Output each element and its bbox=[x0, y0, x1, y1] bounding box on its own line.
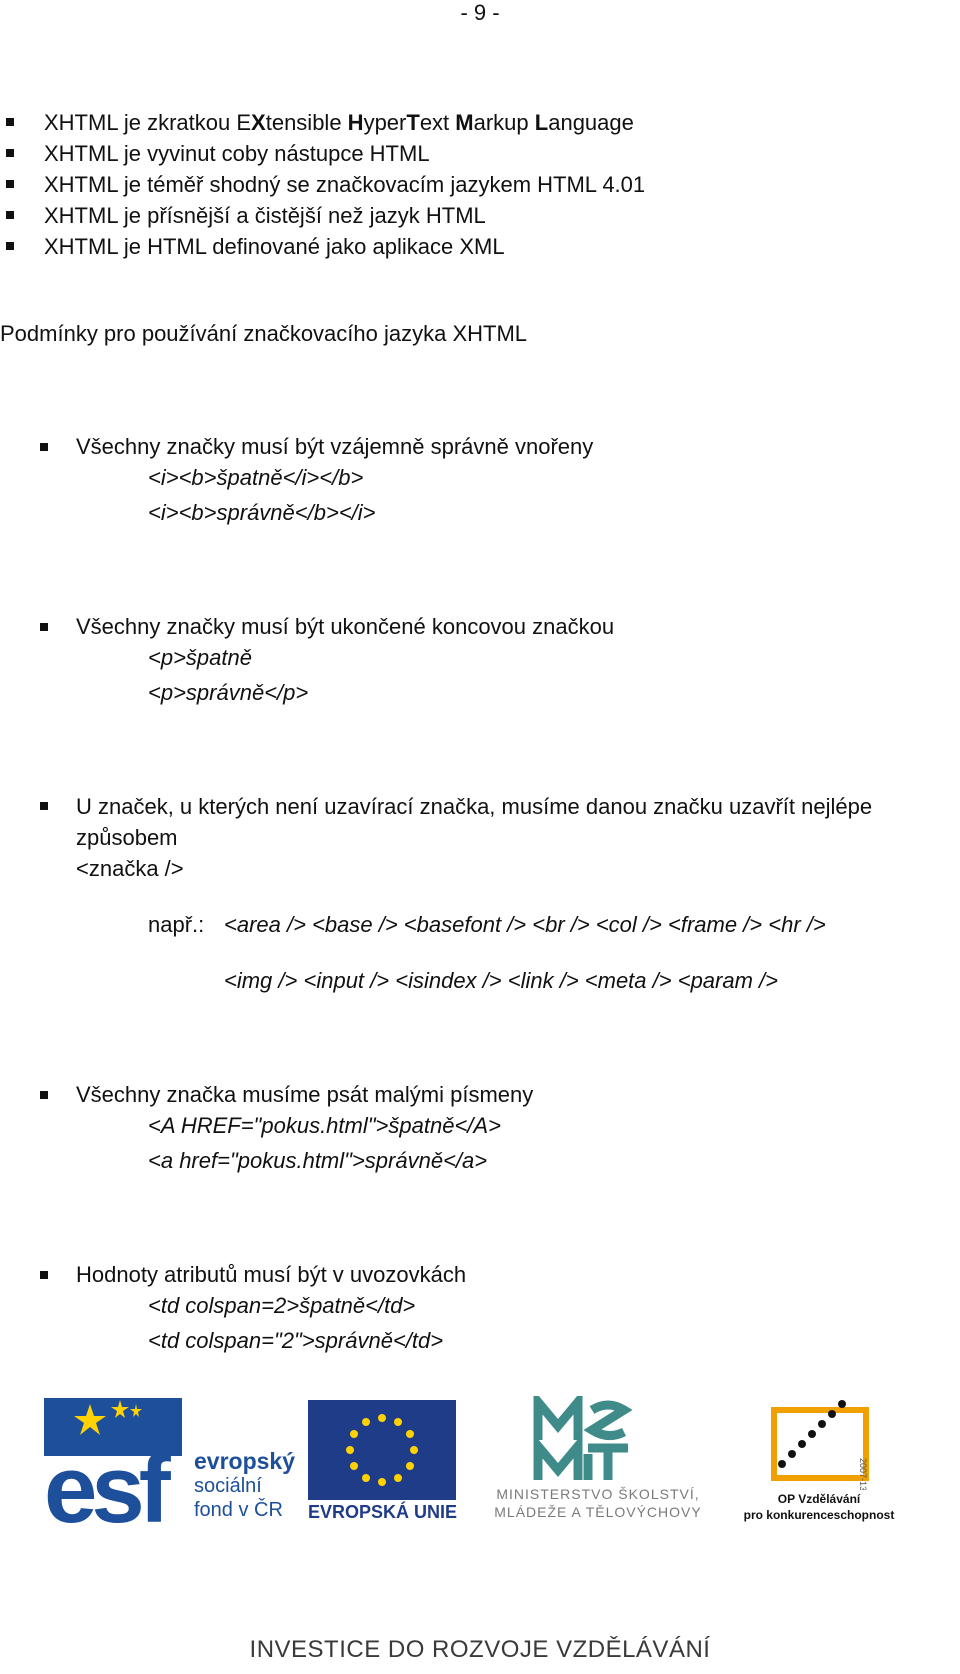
list-item: XHTML je vyvinut coby nástupce HTML bbox=[44, 141, 430, 166]
op-line1: OP Vzdělávání bbox=[777, 1492, 861, 1506]
bullet-icon bbox=[6, 118, 14, 126]
op-years: 2007-13 bbox=[858, 1458, 868, 1490]
op-logo bbox=[734, 1398, 904, 1528]
investice-banner: INVESTICE DO ROZVOJE VZDĚLÁVÁNÍ bbox=[249, 1636, 711, 1663]
bad-example: <i><b>špatně</i></b> bbox=[148, 465, 364, 490]
syntax-example: <značka /> bbox=[76, 856, 184, 881]
text-fragment: arkup bbox=[473, 110, 535, 135]
rule-title: U značek, u kterých není uzavírací značka, musíme danou značku uzavřít nejlépe bbox=[76, 794, 873, 819]
esf-logo bbox=[44, 1398, 314, 1528]
rule-title: Všechny značky musí být ukončené koncovou značkou bbox=[76, 614, 615, 639]
op-mark-icon bbox=[734, 1398, 904, 1490]
good-example: <td colspan="2">správně</td> bbox=[148, 1328, 444, 1353]
good-example: <a href="pokus.html">správně</a> bbox=[148, 1148, 488, 1173]
example-tags: <area /> <base /> <basefont /> <br /> <col /> <frame /> <hr /> bbox=[224, 912, 826, 937]
page-number: - 9 - bbox=[460, 0, 500, 25]
rule-title-continued: způsobem bbox=[76, 825, 178, 850]
bullet-icon bbox=[6, 242, 14, 250]
acronym-letter: X bbox=[251, 110, 266, 135]
bullet-icon bbox=[40, 443, 48, 451]
bullet-icon bbox=[6, 211, 14, 219]
bullet-icon bbox=[40, 1091, 48, 1099]
msmt-line1: MINISTERSTVO ŠKOLSTVÍ, bbox=[496, 1486, 700, 1502]
eu-flag-icon bbox=[308, 1400, 456, 1500]
rule-title: Všechny značka musíme psát malými písmeny bbox=[76, 1082, 534, 1107]
eu-label: EVROPSKÁ UNIE bbox=[308, 1502, 458, 1522]
acronym-letter: L bbox=[534, 110, 549, 135]
acronym-letter: H bbox=[347, 110, 364, 135]
acronym-letter: M bbox=[455, 110, 474, 135]
esf-mark-icon bbox=[44, 1398, 194, 1528]
esf-line2: sociální bbox=[194, 1475, 262, 1497]
esf-line1: evropský bbox=[194, 1448, 296, 1474]
bad-example: <p>špatně bbox=[148, 645, 252, 670]
bullet-icon bbox=[6, 180, 14, 188]
bullet-icon bbox=[6, 149, 14, 157]
example-label: např.: bbox=[148, 912, 205, 937]
esf-line3: fond v ČR bbox=[194, 1499, 283, 1521]
list-item bbox=[44, 110, 634, 136]
bad-example: <A HREF="pokus.html">špatně</A> bbox=[148, 1113, 501, 1138]
msmt-logo bbox=[468, 1396, 728, 1526]
list-item: XHTML je téměř shodný se značkovacím jazykem HTML 4.01 bbox=[44, 172, 646, 197]
bullet-icon bbox=[40, 1271, 48, 1279]
list-item: XHTML je přísnější a čistější než jazyk HTML bbox=[44, 203, 486, 228]
text-fragment: tensible bbox=[265, 110, 348, 135]
msmt-mark-icon bbox=[468, 1396, 728, 1482]
text-fragment: XHTML je zkratkou E bbox=[44, 110, 252, 135]
rule-title: Hodnoty atributů musí být v uvozovkách bbox=[76, 1262, 467, 1287]
bad-example: <td colspan=2>špatně</td> bbox=[148, 1293, 416, 1318]
good-example: <i><b>správně</b></i> bbox=[148, 500, 376, 525]
bullet-icon bbox=[40, 623, 48, 631]
eu-logo bbox=[308, 1400, 460, 1525]
good-example: <p>správně</p> bbox=[148, 680, 309, 705]
op-line2: pro konkurenceschopnost bbox=[743, 1508, 895, 1522]
text-fragment: anguage bbox=[548, 110, 634, 135]
acronym-letter: T bbox=[406, 110, 420, 135]
msmt-line2: MLÁDEŽE A TĚLOVÝCHOVY bbox=[494, 1504, 702, 1520]
svg-text:esf: esf bbox=[44, 1436, 165, 1528]
list-item: XHTML je HTML definované jako aplikace XML bbox=[44, 234, 505, 259]
example-tags: <img /> <input /> <isindex /> <link /> <meta /> <param /> bbox=[224, 968, 778, 993]
text-fragment: ext bbox=[419, 110, 456, 135]
rule-title: Všechny značky musí být vzájemně správně vnořeny bbox=[76, 434, 594, 459]
bullet-icon bbox=[40, 802, 48, 810]
text-fragment: yper bbox=[363, 110, 407, 135]
section-heading: Podmínky pro používání značkovacího jazyka XHTML bbox=[0, 321, 528, 346]
